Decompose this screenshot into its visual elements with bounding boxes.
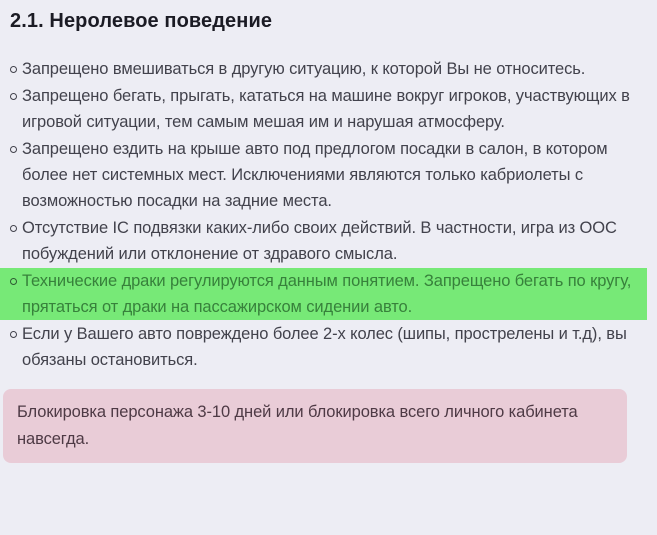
- rules-list: [0, 56, 657, 373]
- list-item: [0, 83, 647, 135]
- rule-text: Технические драки регулируются данным понятием. Запрещено бегать по кругу, прятаться от драки на пассажирском сидении авто.: [22, 272, 632, 316]
- rule-text: Если у Вашего авто повреждено более 2-х колес (шипы, прострелены и т.д), вы обязаны остановиться.: [22, 325, 627, 369]
- bullet-circle-icon: [10, 331, 17, 338]
- rule-text: Запрещено вмешиваться в другую ситуацию, к которой Вы не относитесь.: [22, 60, 586, 78]
- list-item-highlighted: [0, 268, 647, 320]
- bullet-circle-icon: [10, 278, 17, 285]
- rule-text: Запрещено ездить на крыше авто под предлогом посадки в салон, в котором более нет системных мест. Исключениями являются только кабриолеты с возможностью посадки на задние места.: [22, 140, 608, 210]
- list-item: [0, 56, 647, 82]
- bullet-circle-icon: [10, 146, 17, 153]
- rule-text: Запрещено бегать, прыгать, кататься на машине вокруг игроков, участвующих в игровой ситуации, тем самым мешая им и нарушая атмосферу.: [22, 87, 630, 131]
- section-heading: 2.1. Неролевое поведение: [10, 10, 273, 32]
- bullet-circle-icon: [10, 66, 17, 73]
- rule-text: Отсутствие IC подвязки каких-либо своих действий. В частности, игра из ООС побуждений или отклонение от здравого смысла.: [22, 219, 617, 263]
- bullet-circle-icon: [10, 93, 17, 100]
- list-item: [0, 215, 647, 267]
- list-item: [0, 321, 647, 373]
- list-item: [0, 136, 647, 214]
- bullet-circle-icon: [10, 225, 17, 232]
- penalty-text: Блокировка персонажа 3-10 дней или блокировка всего личного кабинета навсегда.: [17, 403, 578, 448]
- penalty-callout: [3, 389, 627, 463]
